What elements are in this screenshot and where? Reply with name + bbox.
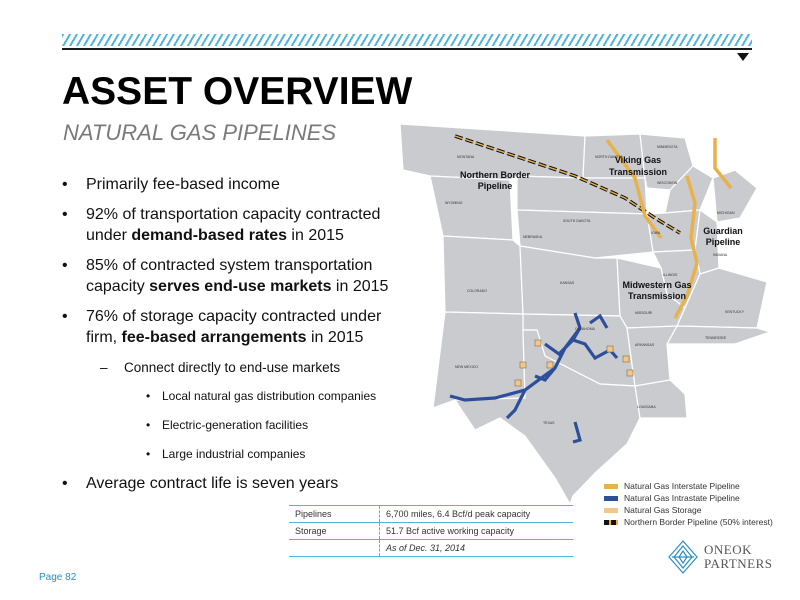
svg-text:OKLAHOMA: OKLAHOMA	[575, 327, 595, 331]
bullet-text: 76% of storage capacity contracted under firm,	[86, 308, 382, 346]
northern-border-label-2: Pipeline	[477, 181, 513, 191]
bullet-item-level-2	[62, 357, 392, 378]
svg-text:MINNESOTA: MINNESOTA	[657, 145, 678, 149]
table-note: As of Dec. 31, 2014	[379, 540, 573, 556]
bullet-item-level-3	[62, 444, 392, 465]
page-subtitle: NATURAL GAS PIPELINES	[63, 120, 337, 145]
map-legend	[604, 480, 773, 528]
bullet-text: Primarily fee-based income	[86, 176, 280, 193]
legend-item	[604, 504, 773, 516]
bullet-text: Electric-generation facilities	[162, 418, 309, 432]
page-number: Page 82	[39, 572, 77, 583]
viking-label-1: Viking Gas	[614, 155, 662, 165]
bullet-item-level-1	[62, 473, 392, 494]
table-cell-label: Pipelines	[295, 509, 332, 519]
svg-text:NORTH DAKOTA: NORTH DAKOTA	[595, 155, 623, 159]
svg-text:KENTUCKY: KENTUCKY	[725, 310, 745, 314]
svg-text:SOUTH DAKOTA: SOUTH DAKOTA	[563, 219, 591, 223]
svg-text:WYOMING: WYOMING	[445, 201, 463, 205]
svg-text:MISSOURI: MISSOURI	[635, 311, 653, 315]
svg-text:LOUISIANA: LOUISIANA	[637, 405, 656, 409]
bullet-text: in 2015	[331, 278, 389, 295]
legend-label: Northern Border Pipeline (50% interest)	[624, 517, 773, 527]
bullet-text: in 2015	[286, 227, 344, 244]
legend-swatch	[604, 508, 618, 513]
down-triangle-icon	[737, 53, 749, 61]
table-row	[289, 523, 573, 540]
header-rule	[62, 48, 752, 50]
legend-item	[604, 480, 773, 492]
svg-text:IOWA: IOWA	[651, 231, 661, 235]
svg-text:ARKANSAS: ARKANSAS	[635, 343, 655, 347]
bullet-emphasis: demand-based rates	[131, 227, 287, 244]
svg-text:TENNESSEE: TENNESSEE	[705, 336, 727, 340]
guardian-label-2: Pipeline	[705, 237, 741, 247]
guardian-label-1: Guardian	[703, 226, 743, 236]
legend-label: Natural Gas Interstate Pipeline	[624, 481, 740, 491]
bullet-item-level-3	[62, 386, 392, 407]
svg-text:ILLINOIS: ILLINOIS	[663, 273, 678, 277]
table-cell-value: 6,700 miles, 6.4 Bcf/d peak capacity	[379, 506, 573, 522]
bullet-item-level-1	[62, 255, 392, 297]
bullet-emphasis: fee-based arrangements	[121, 329, 307, 346]
legend-item	[604, 516, 773, 528]
table-row	[289, 505, 573, 523]
logo-line-2: PARTNERS	[704, 556, 773, 571]
viking-label-2: Transmission	[608, 167, 668, 177]
bullet-item-level-1	[62, 174, 392, 195]
asset-summary-table	[289, 505, 573, 557]
svg-text:NEBRASKA: NEBRASKA	[523, 235, 543, 239]
northern-border-label-1: Northern Border	[459, 170, 531, 180]
svg-text:KANSAS: KANSAS	[560, 281, 575, 285]
bullet-text: Connect directly to end-use markets	[124, 360, 341, 375]
bullet-text: Average contract life is seven years	[86, 475, 339, 492]
svg-text:MONTANA: MONTANA	[457, 155, 475, 159]
midwestern-label-1: Midwestern Gas	[622, 280, 692, 290]
logo-line-1: ONEOK	[704, 542, 752, 557]
bullet-text: Large industrial companies	[162, 447, 306, 461]
bullet-text: Local natural gas distribution companies	[162, 389, 377, 403]
svg-text:MICHIGAN: MICHIGAN	[717, 211, 735, 215]
bullet-item-level-3	[62, 415, 392, 436]
legend-swatch	[604, 484, 618, 489]
midwestern-label-2: Transmission	[627, 291, 687, 301]
table-row	[289, 540, 573, 557]
page-title: ASSET OVERVIEW	[62, 70, 413, 113]
legend-label: Natural Gas Intrastate Pipeline	[624, 493, 740, 503]
bullet-item-level-1	[62, 204, 392, 246]
svg-text:TEXAS: TEXAS	[543, 421, 555, 425]
pipeline-map	[395, 118, 785, 508]
bullet-list	[62, 174, 392, 503]
table-cell-label: Storage	[295, 526, 327, 536]
svg-text:NEW MEXICO: NEW MEXICO	[455, 365, 478, 369]
bullet-text: 85% of contracted system transportation capacity	[86, 257, 373, 295]
svg-text:INDIANA: INDIANA	[713, 253, 728, 257]
bullet-text: in 2015	[306, 329, 364, 346]
legend-item	[604, 492, 773, 504]
svg-text:COLORADO: COLORADO	[467, 289, 488, 293]
header-hatch-band	[62, 34, 752, 46]
legend-swatch	[604, 496, 618, 501]
bullet-emphasis: serves end-use markets	[149, 278, 332, 295]
bullet-text: 92% of transportation capacity contracted under	[86, 206, 381, 244]
oneok-partners-logo	[668, 540, 773, 574]
svg-text:WISCONSIN: WISCONSIN	[657, 181, 678, 185]
oneok-diamond-icon	[668, 540, 698, 574]
bullet-item-level-1	[62, 306, 392, 348]
table-cell-value: 51.7 Bcf active working capacity	[379, 523, 573, 539]
legend-swatch	[604, 520, 618, 525]
legend-label: Natural Gas Storage	[624, 505, 702, 515]
